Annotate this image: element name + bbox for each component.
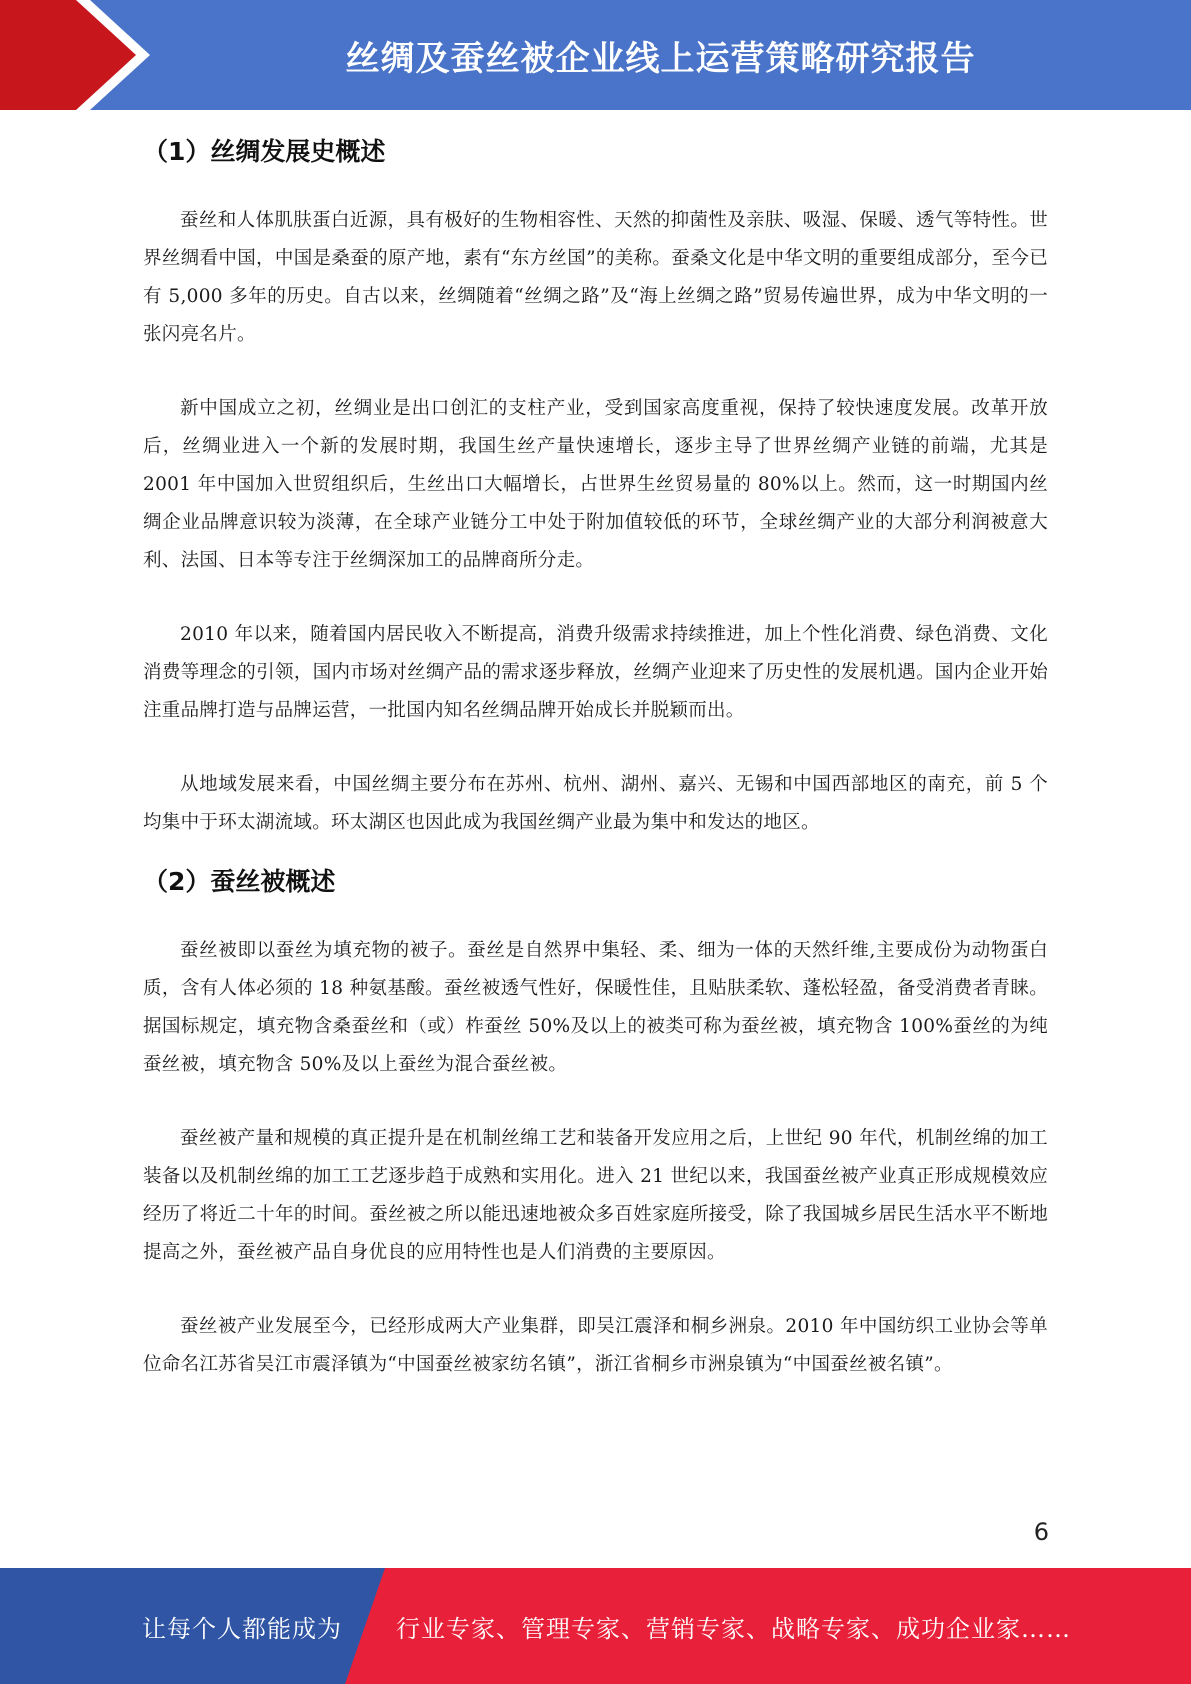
footer-banner [0, 1568, 1191, 1684]
paragraph: 蚕丝被即以蚕丝为填充物的被子。蚕丝是自然界中集轻、柔、细为一体的天然纤维,主要成份为动物蛋白质，含有人体必须的 18 种氨基酸。蚕丝被透气性好，保暖性佳，且贴肤柔软、蓬松轻盈，备受消费者青睐。据国标规定，填充物含桑蚕丝和（或）柞蚕丝 50%及以上的被类可称为蚕丝被，填充物含 100%蚕丝的为纯蚕丝被，填充物含 50%及以上蚕丝为混合蚕丝被。 [143, 940, 1048, 1075]
main-content [143, 118, 1048, 1420]
footer-slogan-left: 让每个人都能成为 [142, 1614, 342, 1643]
header-arrow-decoration [0, 0, 160, 110]
footer-slogan-right: 行业专家、管理专家、营销专家、战略专家、成功企业家…… [396, 1614, 1071, 1643]
paragraph: 新中国成立之初，丝绸业是出口创汇的支柱产业，受到国家高度重视，保持了较快速度发展。改革开放后，丝绸业进入一个新的发展时期，我国生丝产量快速增长，逐步主导了世界丝绸产业链的前端，尤其是 2001 年中国加入世贸组织后，生丝出口大幅增长，占世界生丝贸易量的 80%以上。然而，这一时期国内丝绸企业品牌意识较为淡薄，在全球产业链分工中处于附加值较低的环节，全球丝绸产业的大部分利润被意大利、法国、日本等专注于丝绸深加工的品牌商所分走。 [143, 398, 1048, 571]
page-number: 6 [1033, 1518, 1049, 1546]
paragraph: 从地域发展来看，中国丝绸主要分布在苏州、杭州、湖州、嘉兴、无锡和中国西部地区的南充，前 5 个均集中于环太湖流域。环太湖区也因此成为我国丝绸产业最为集中和发达的地区。 [143, 774, 1048, 833]
section-heading-silk-history: （1）丝绸发展史概述 [143, 137, 386, 166]
report-title: 丝绸及蚕丝被企业线上运营策略研究报告 [345, 38, 976, 79]
header-bar [0, 0, 1191, 110]
paragraph: 蚕丝被产量和规模的真正提升是在机制丝绵工艺和装备开发应用之后，上世纪 90 年代，机制丝绵的加工装备以及机制丝绵的加工工艺逐步趋于成熟和实用化。进入 21 世纪以来，我国蚕丝被产业真正形成规模效应经历了将近二十年的时间。蚕丝被之所以能迅速地被众多百姓家庭所接受，除了我国城乡居民生活水平不断地提高之外，蚕丝被产品自身优良的应用特性也是人们消费的主要原因。 [143, 1128, 1048, 1263]
paragraph: 蚕丝被产业发展至今，已经形成两大产业集群，即吴江震泽和桐乡洲泉。2010 年中国纺织工业协会等单位命名江苏省吴江市震泽镇为“中国蚕丝被家纺名镇”，浙江省桐乡市洲泉镇为“中国蚕丝被名镇”。 [143, 1316, 1048, 1375]
section-heading-silk-quilt: （2）蚕丝被概述 [143, 867, 336, 896]
paragraph: 2010 年以来，随着国内居民收入不断提高，消费升级需求持续推进，加上个性化消费、绿色消费、文化消费等理念的引领，国内市场对丝绸产品的需求逐步释放，丝绸产业迎来了历史性的发展机遇。国内企业开始注重品牌打造与品牌运营，一批国内知名丝绸品牌开始成长并脱颖而出。 [143, 624, 1048, 721]
paragraph: 蚕丝和人体肌肤蛋白近源，具有极好的生物相容性、天然的抑菌性及亲肤、吸湿、保暖、透气等特性。世界丝绸看中国，中国是桑蚕的原产地，素有“东方丝国”的美称。蚕桑文化是中华文明的重要组成部分，至今已有 5,000 多年的历史。自古以来，丝绸随着“丝绸之路”及“海上丝绸之路”贸易传遍世界，成为中华文明的一张闪亮名片。 [143, 210, 1048, 345]
